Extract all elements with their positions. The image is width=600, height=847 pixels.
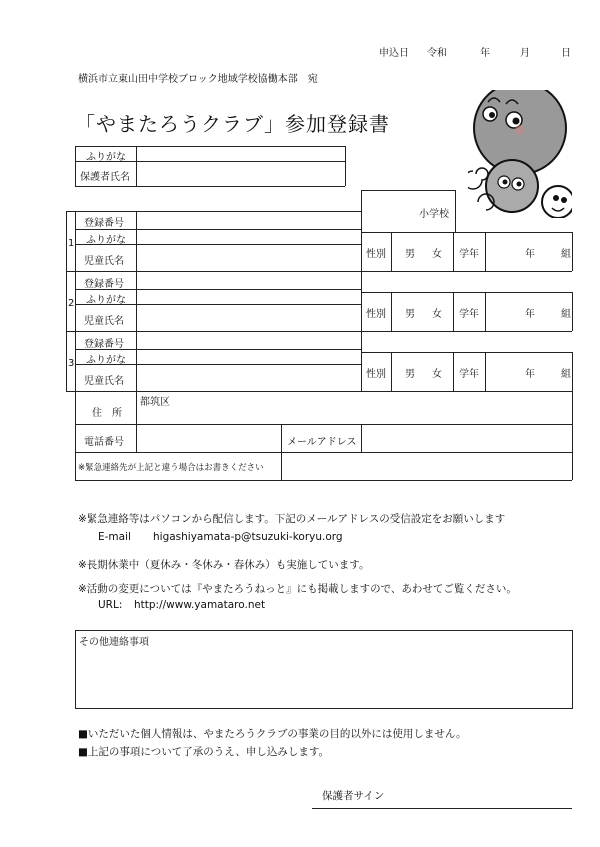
day-label: 日 bbox=[561, 48, 571, 59]
child-3-grade-label: 学年 bbox=[459, 369, 479, 380]
child-1-name-label: 児童氏名 bbox=[84, 256, 124, 267]
child-3-gender-label: 性別 bbox=[366, 369, 386, 380]
child-1-reg-label: 登録番号 bbox=[84, 218, 124, 229]
child-3-name-label: 児童氏名 bbox=[84, 376, 124, 387]
child-2-reg-label: 登録番号 bbox=[84, 279, 124, 290]
child-2-female-option[interactable]: 女 bbox=[432, 309, 442, 320]
child-1-female-option[interactable]: 女 bbox=[432, 249, 442, 260]
era-label: 令和 bbox=[427, 48, 447, 59]
child-2-grade-unit: 年 bbox=[525, 309, 535, 320]
note-changes: ※活動の変更については『やまたろうねっと』にも掲載しますので、あわせてご覧ください。 bbox=[78, 583, 517, 595]
child-3-class-unit: 組 bbox=[561, 369, 571, 380]
signature-line[interactable] bbox=[312, 808, 572, 809]
child-1-furigana-field[interactable] bbox=[137, 230, 360, 243]
guardian-name-field[interactable] bbox=[137, 162, 344, 185]
child-3-reg-field[interactable] bbox=[137, 332, 360, 348]
privacy-agreement: ■いただいた個人情報は、やまたろうクラブの事業の目的以外には使用しません。 bbox=[78, 728, 467, 740]
guardian-furigana-label: ふりがな bbox=[86, 152, 126, 163]
signature-label: 保護者サイン bbox=[322, 790, 385, 802]
child-3-name-field[interactable] bbox=[137, 365, 360, 390]
child-3-index: 3 bbox=[68, 358, 75, 369]
form-title: 「やまたろうクラブ」参加登録書 bbox=[75, 112, 390, 136]
month-label: 月 bbox=[520, 48, 530, 59]
apply-date-label: 申込日 bbox=[379, 48, 409, 59]
consent-agreement: ■上記の事項について了承のうえ、申し込みします。 bbox=[78, 746, 329, 758]
phone-label: 電話番号 bbox=[84, 437, 124, 448]
child-2-grade-label: 学年 bbox=[459, 309, 479, 320]
child-3-reg-label: 登録番号 bbox=[84, 339, 124, 350]
address-label: 住 所 bbox=[92, 408, 122, 419]
address-value[interactable]: 都筑区 bbox=[140, 397, 170, 408]
phone-field[interactable] bbox=[137, 425, 280, 451]
guardian-furigana-field[interactable] bbox=[137, 147, 344, 160]
url-link[interactable]: http://www.yamataro.net bbox=[134, 599, 266, 611]
child-1-furigana-label: ふりがな bbox=[86, 235, 126, 246]
emergency-contact-field[interactable] bbox=[282, 453, 571, 479]
child-2-class-unit: 組 bbox=[561, 309, 571, 320]
child-2-gender-label: 性別 bbox=[366, 309, 386, 320]
url-label: URL: bbox=[98, 599, 123, 611]
child-2-reg-field[interactable] bbox=[137, 272, 360, 288]
child-3-female-option[interactable]: 女 bbox=[432, 369, 442, 380]
child-2-index: 2 bbox=[68, 298, 75, 309]
school-suffix: 小学校 bbox=[419, 209, 449, 220]
child-3-male-option[interactable]: 男 bbox=[405, 369, 415, 380]
child-2-furigana-field[interactable] bbox=[137, 290, 360, 303]
child-2-male-option[interactable]: 男 bbox=[405, 309, 415, 320]
child-1-class-unit: 組 bbox=[561, 249, 571, 260]
child-1-reg-field[interactable] bbox=[137, 212, 360, 228]
guardian-name-label: 保護者氏名 bbox=[80, 172, 130, 183]
child-2-name-label: 児童氏名 bbox=[84, 316, 124, 327]
school-name-field[interactable] bbox=[362, 191, 417, 231]
email-address-field[interactable] bbox=[362, 425, 571, 451]
child-1-grade-unit: 年 bbox=[525, 249, 535, 260]
year-label: 年 bbox=[480, 48, 490, 59]
email-address[interactable]: higashiyamata-p@tsuzuki-koryu.org bbox=[153, 531, 343, 543]
child-1-male-option[interactable]: 男 bbox=[405, 249, 415, 260]
addressee: 横浜市立東山田中学校ブロック地域学校協働本部 宛 bbox=[78, 74, 318, 85]
child-1-gender-label: 性別 bbox=[366, 249, 386, 260]
character-illustration bbox=[468, 90, 572, 218]
child-2-furigana-label: ふりがな bbox=[86, 295, 126, 306]
child-1-name-field[interactable] bbox=[137, 245, 360, 270]
note-holidays: ※長期休業中（夏休み・冬休み・春休み）も実施しています。 bbox=[78, 559, 370, 571]
child-2-name-field[interactable] bbox=[137, 305, 360, 330]
child-1-index: 1 bbox=[68, 238, 75, 249]
other-info-label: その他連絡事項 bbox=[79, 637, 149, 648]
child-3-furigana-field[interactable] bbox=[137, 350, 360, 363]
email-address-label: メールアドレス bbox=[287, 437, 357, 448]
child-3-furigana-label: ふりがな bbox=[86, 355, 126, 366]
child-1-grade-label: 学年 bbox=[459, 249, 479, 260]
email-label: E-mail bbox=[98, 531, 131, 543]
child-3-grade-unit: 年 bbox=[525, 369, 535, 380]
emergency-note: ※緊急連絡先が上記と違う場合はお書きください bbox=[78, 463, 264, 473]
other-info-box[interactable] bbox=[75, 630, 573, 709]
note-notification: ※緊急連絡等はパソコンから配信します。下記のメールアドレスの受信設定をお願いします bbox=[78, 513, 506, 525]
